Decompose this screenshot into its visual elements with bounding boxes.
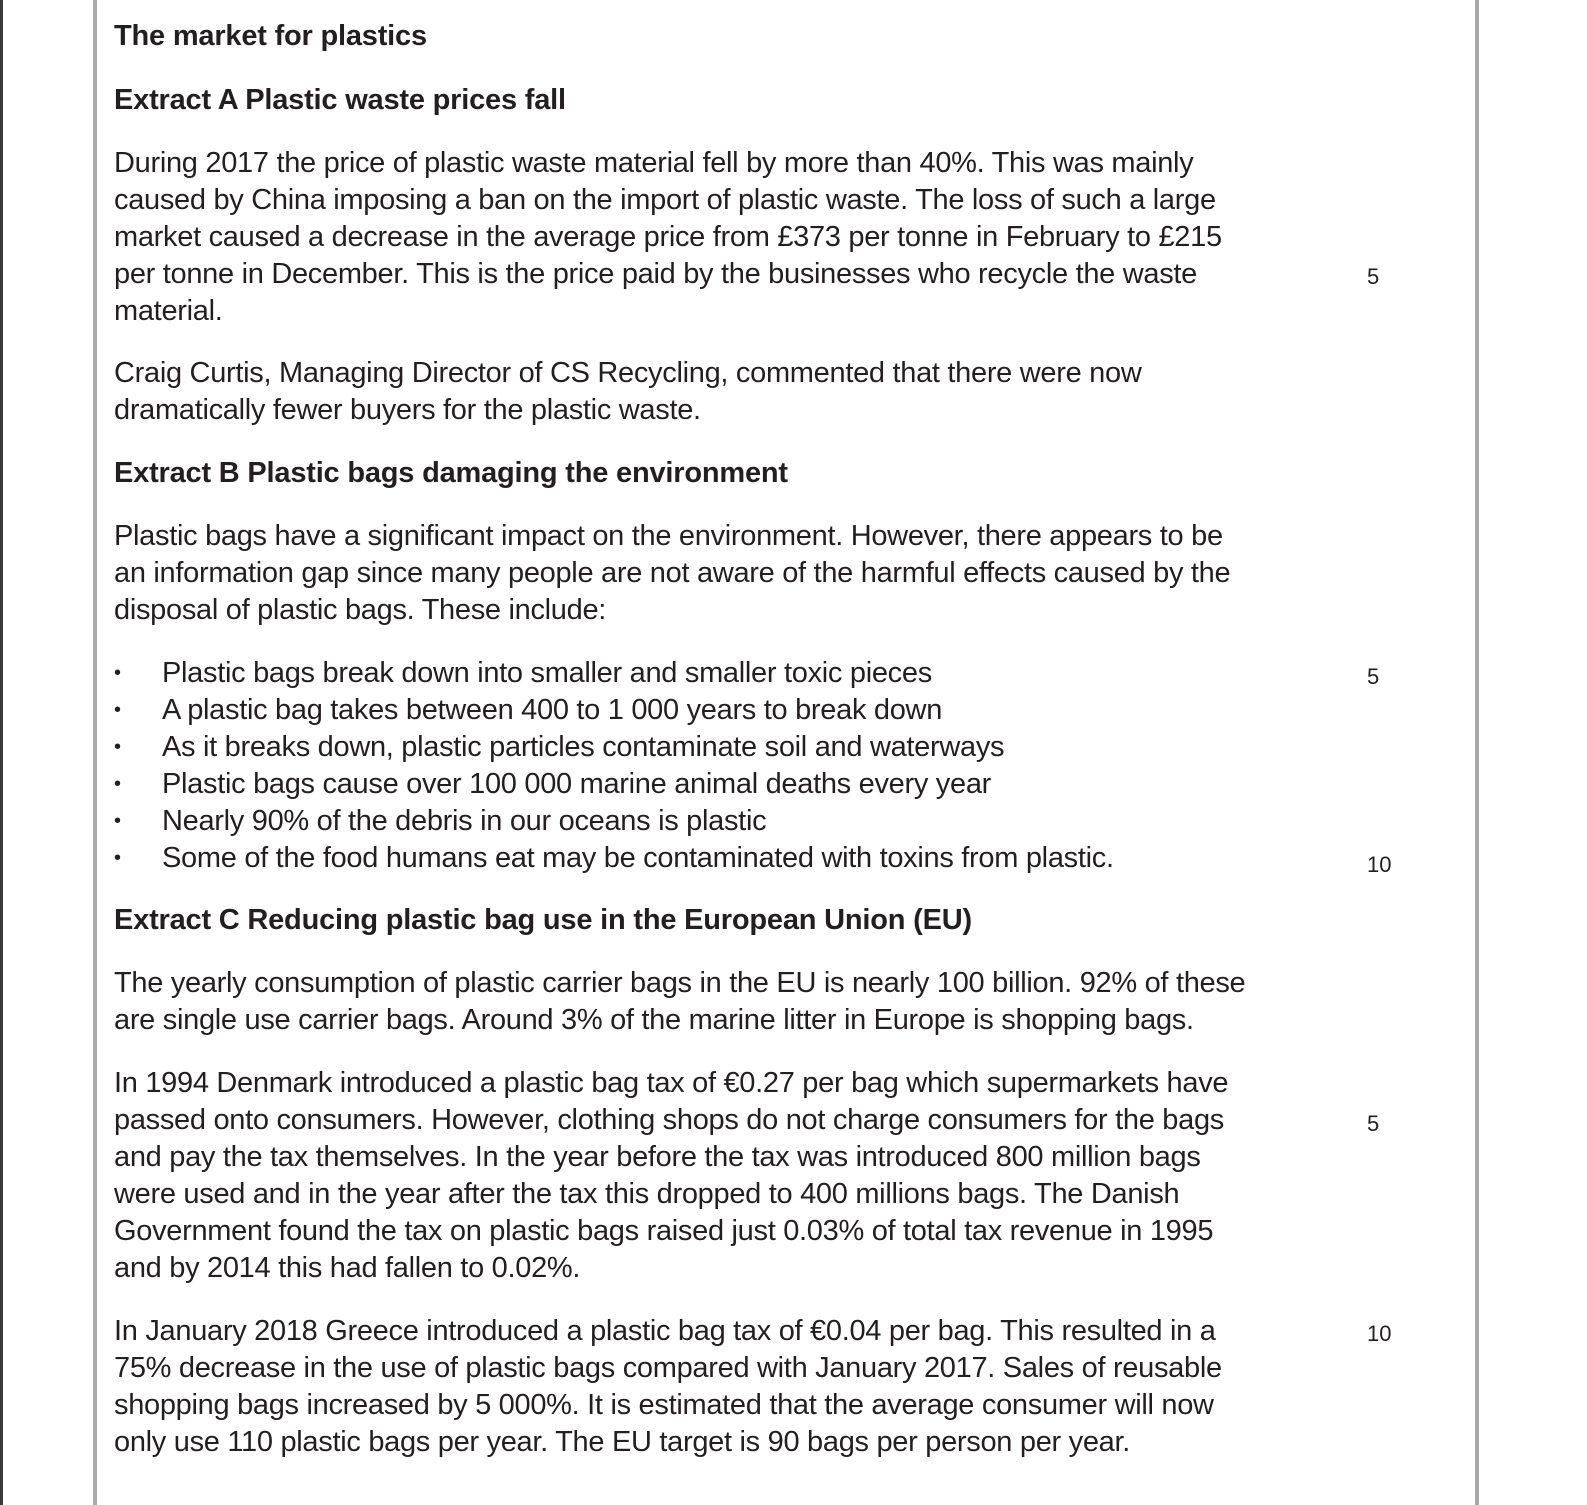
- bullet-icon: •: [114, 773, 121, 795]
- text-line: dramatically fewer buyers for the plastic waste.: [114, 394, 701, 426]
- text-line: Craig Curtis, Managing Director of CS Recycling, commented that there were now: [114, 357, 1142, 389]
- list-item: [114, 655, 1114, 692]
- text-line: material.: [114, 295, 223, 327]
- text-line: and pay the tax themselves. In the year before the tax was introduced 800 million bags: [114, 1141, 1201, 1173]
- extract-a-paragraph-2: [114, 355, 1334, 429]
- extract-b-paragraph-1: [114, 518, 1334, 629]
- text-line: 75% decrease in the use of plastic bags compared with January 2017. Sales of reusable: [114, 1352, 1222, 1384]
- extract-b-bullet-list: [114, 655, 1114, 877]
- text-line: shopping bags increased by 5 000%. It is estimated that the average consumer will now: [114, 1389, 1214, 1421]
- text-line: passed onto consumers. However, clothing shops do not charge consumers for the bags: [114, 1104, 1224, 1136]
- text-line: and by 2014 this had fallen to 0.02%.: [114, 1252, 581, 1284]
- text-line: Plastic bags have a significant impact on the environment. However, there appears to be: [114, 520, 1223, 552]
- page-border-right: [1475, 0, 1479, 1505]
- text-line: The yearly consumption of plastic carrier bags in the EU is nearly 100 billion. 92% of these: [114, 967, 1246, 999]
- list-item: [114, 729, 1114, 766]
- text-line: an information gap since many people are not aware of the harmful effects caused by the: [114, 557, 1231, 589]
- page-border-left: [93, 0, 97, 1505]
- list-item-text: A plastic bag takes between 400 to 1 000 years to break down: [162, 694, 943, 726]
- bullet-icon: •: [114, 736, 121, 758]
- text-line: caused by China imposing a ban on the import of plastic waste. The loss of such a large: [114, 184, 1216, 216]
- bullet-icon: •: [114, 699, 121, 721]
- list-item: [114, 692, 1114, 729]
- text-line: In 1994 Denmark introduced a plastic bag tax of €0.27 per bag which supermarkets have: [114, 1067, 1229, 1099]
- text-line: are single use carrier bags. Around 3% of the marine litter in Europe is shopping bags.: [114, 1004, 1194, 1036]
- text-line: were used and in the year after the tax this dropped to 400 millions bags. The Danish: [114, 1178, 1180, 1210]
- extract-c-heading: Extract C Reducing plastic bag use in the European Union (EU): [114, 904, 972, 936]
- line-number: 10: [1367, 852, 1392, 877]
- list-item: [114, 766, 1114, 803]
- text-line: disposal of plastic bags. These include:: [114, 594, 607, 626]
- line-number: 5: [1367, 664, 1380, 689]
- list-item: [114, 840, 1114, 877]
- window-left-edge: [0, 0, 3, 1505]
- list-item-text: Plastic bags cause over 100 000 marine animal deaths every year: [162, 768, 992, 800]
- bullet-icon: •: [114, 847, 121, 869]
- text-line: only use 110 plastic bags per year. The EU target is 90 bags per person per year.: [114, 1426, 1131, 1458]
- line-number: 10: [1367, 1321, 1392, 1346]
- extract-a-paragraph-1: [114, 145, 1334, 330]
- text-line: In January 2018 Greece introduced a plastic bag tax of €0.04 per bag. This resulted in a: [114, 1315, 1216, 1347]
- text-line: market caused a decrease in the average price from £373 per tonne in February to £215: [114, 221, 1222, 253]
- text-line: Government found the tax on plastic bags raised just 0.03% of total tax revenue in 1995: [114, 1215, 1214, 1247]
- text-line: During 2017 the price of plastic waste material fell by more than 40%. This was mainly: [114, 147, 1194, 179]
- bullet-icon: •: [114, 662, 121, 684]
- list-item-text: Nearly 90% of the debris in our oceans is plastic: [162, 805, 767, 837]
- list-item-text: As it breaks down, plastic particles contaminate soil and waterways: [162, 731, 1005, 763]
- list-item-text: Plastic bags break down into smaller and smaller toxic pieces: [162, 657, 932, 689]
- extract-c-paragraph-3: [114, 1313, 1334, 1461]
- list-item: [114, 803, 1114, 840]
- extract-a-heading: Extract A Plastic waste prices fall: [114, 84, 566, 116]
- list-item-text: Some of the food humans eat may be contaminated with toxins from plastic.: [162, 842, 1114, 874]
- bullet-icon: •: [114, 810, 121, 832]
- document-title: The market for plastics: [114, 20, 427, 52]
- extract-b-heading: Extract B Plastic bags damaging the environment: [114, 457, 788, 489]
- extract-c-paragraph-1: [114, 965, 1334, 1039]
- text-line: per tonne in December. This is the price paid by the businesses who recycle the waste: [114, 258, 1198, 290]
- extract-c-paragraph-2: [114, 1065, 1334, 1287]
- line-number: 5: [1367, 264, 1380, 289]
- line-number: 5: [1367, 1111, 1380, 1136]
